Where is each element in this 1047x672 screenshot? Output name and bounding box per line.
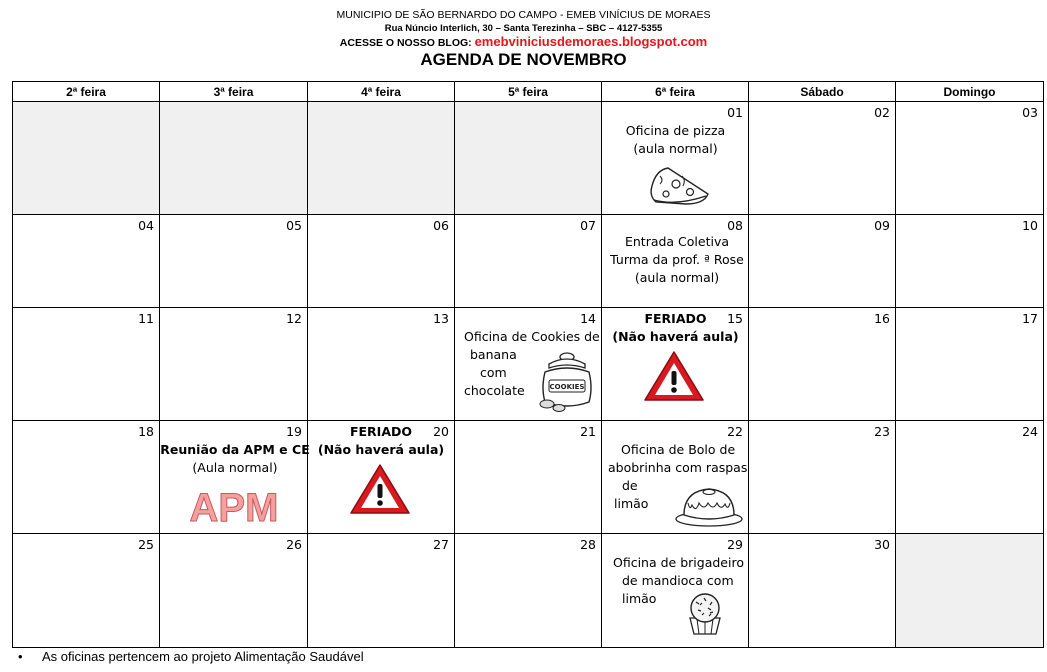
event-holiday: [602, 310, 749, 346]
empty-day-cell: [13, 102, 160, 215]
day-number: 08: [727, 218, 743, 233]
day-number: 22: [727, 424, 743, 439]
event-apm-meeting: [160, 441, 310, 477]
day-cell-29: [602, 534, 749, 648]
event-line: chocolate: [464, 383, 525, 398]
day-cell-07: [455, 215, 602, 308]
event-holiday: [308, 423, 454, 459]
day-cell-11: [13, 308, 160, 421]
day-number: 29: [727, 537, 743, 552]
week-row: [13, 215, 1044, 308]
bundt-cake-icon: [674, 481, 744, 527]
day-number: 01: [727, 105, 743, 120]
event-line: com: [480, 365, 507, 380]
day-number: 06: [433, 218, 449, 233]
day-number: 18: [138, 424, 154, 439]
warning-triangle-icon: [348, 462, 412, 516]
weekday-thursday: 5ª feira: [455, 82, 602, 102]
apm-logo-text: APM: [189, 486, 279, 529]
day-number: 19: [286, 424, 302, 439]
day-number: 10: [1022, 218, 1038, 233]
day-cell-09: [749, 215, 896, 308]
day-cell-08: [602, 215, 749, 308]
day-cell-16: [749, 308, 896, 421]
day-cell-23: [749, 421, 896, 534]
weekday-saturday: Sábado: [749, 82, 896, 102]
event-note: (Aula normal): [192, 460, 278, 475]
week-row: [13, 102, 1044, 215]
day-number: 09: [874, 218, 890, 233]
day-number: 24: [1022, 424, 1038, 439]
school-address: Rua Núncio Interlich, 30 – Santa Terezinha – SBC – 4127-5355: [384, 23, 663, 34]
event-title: Oficina de Bolo de: [621, 442, 736, 457]
week-row: [13, 534, 1044, 648]
event-line: de: [622, 478, 638, 493]
day-cell-12: [160, 308, 308, 421]
day-cell-14: [455, 308, 602, 421]
day-number: 26: [286, 537, 302, 552]
day-number: 15: [727, 311, 743, 326]
day-number: 03: [1022, 105, 1038, 120]
blog-line: [0, 35, 1047, 50]
day-cell-03: [896, 102, 1044, 215]
day-number: 07: [580, 218, 596, 233]
event-title: Oficina de pizza: [625, 123, 726, 138]
day-cell-05: [160, 215, 308, 308]
day-number: 23: [874, 424, 890, 439]
day-number: 27: [433, 537, 449, 552]
page-title: AGENDA DE NOVEMBRO: [420, 50, 627, 69]
day-cell-10: [896, 215, 1044, 308]
day-cell-28: [455, 534, 602, 648]
day-cell-19: [160, 421, 308, 534]
weekday-header-row: [13, 82, 1044, 102]
event-brigadeiro-workshop: [613, 554, 749, 608]
day-number: 13: [433, 311, 449, 326]
holiday-note: (Não haverá aula): [612, 329, 739, 344]
pizza-slice-icon: [646, 164, 712, 208]
weekday-sunday: Domingo: [896, 82, 1044, 102]
day-cell-25: [13, 534, 160, 648]
day-cell-06: [308, 215, 455, 308]
day-cell-13: [308, 308, 455, 421]
day-cell-22: [602, 421, 749, 534]
blog-label: ACESSE O NOSSO BLOG:: [339, 37, 475, 49]
weekday-tuesday: 3ª feira: [160, 82, 308, 102]
weekday-wednesday: 4ª feira: [308, 82, 455, 102]
event-line: limão: [614, 496, 649, 511]
event-line: limão: [622, 591, 657, 606]
day-cell-26: [160, 534, 308, 648]
day-cell-30: [749, 534, 896, 648]
day-cell-15: [602, 308, 749, 421]
day-cell-18: [13, 421, 160, 534]
day-number: 21: [580, 424, 596, 439]
school-name: MUNICIPIO DE SÃO BERNARDO DO CAMPO - EMEB VINÍCIUS DE MORAES: [336, 9, 711, 21]
weekday-friday: 6ª feira: [602, 82, 749, 102]
day-number: 30: [874, 537, 890, 552]
day-number: 16: [874, 311, 890, 326]
day-cell-17: [896, 308, 1044, 421]
day-number: 02: [874, 105, 890, 120]
event-title: Entrada Coletiva: [624, 234, 730, 249]
day-number: 25: [138, 537, 154, 552]
day-number: 14: [580, 311, 596, 326]
holiday-note: (Não haverá aula): [317, 442, 445, 457]
holiday-label: FERIADO: [349, 424, 413, 439]
event-note: (aula normal): [634, 270, 720, 285]
day-cell-27: [308, 534, 455, 648]
week-row: [13, 421, 1044, 534]
calendar-table: [12, 81, 1044, 648]
day-cell-20: [308, 421, 455, 534]
event-title: Reunião da APM e CE: [160, 442, 310, 457]
event-pizza-workshop: [602, 122, 749, 158]
day-cell-02: [749, 102, 896, 215]
empty-day-cell: [160, 102, 308, 215]
event-class: Turma da prof. ª Rose: [610, 252, 744, 267]
day-cell-01: [602, 102, 749, 215]
day-cell-04: [13, 215, 160, 308]
blog-link[interactable]: emebviniciusdemoraes.blogspot.com: [474, 34, 708, 49]
event-title: Oficina de Cookies de: [464, 329, 600, 344]
weekday-monday: 2ª feira: [13, 82, 160, 102]
holiday-label: FERIADO: [644, 311, 707, 326]
footer-text: As oficinas pertencem ao projeto Alimentação Saudável: [42, 649, 364, 664]
week-row: [13, 308, 1044, 421]
day-number: 17: [1022, 311, 1038, 326]
day-number: 12: [286, 311, 302, 326]
day-number: 04: [138, 218, 154, 233]
day-cell-21: [455, 421, 602, 534]
empty-day-cell: [308, 102, 455, 215]
brigadeiro-cupcake-icon: [682, 590, 728, 636]
day-number: 11: [138, 311, 154, 326]
event-title: Oficina de brigadeiro: [613, 555, 744, 570]
bullet-icon: •: [18, 649, 23, 664]
svg-text:COOKIES: COOKIES: [549, 383, 585, 391]
footer-note: [18, 649, 364, 664]
apm-logo: [182, 483, 286, 529]
event-line: de mandioca com: [622, 573, 734, 588]
day-number: 20: [433, 424, 449, 439]
day-number: 05: [286, 218, 302, 233]
empty-day-cell: [896, 534, 1044, 648]
day-number: 28: [580, 537, 596, 552]
event-line: abobrinha com raspas: [608, 460, 748, 475]
event-line: banana: [470, 347, 517, 362]
empty-day-cell: [455, 102, 602, 215]
event-collective-entry: [602, 233, 752, 287]
day-cell-24: [896, 421, 1044, 534]
cookie-jar-icon: [537, 348, 595, 412]
warning-triangle-icon: [642, 349, 706, 403]
event-note: (aula normal): [633, 141, 718, 156]
